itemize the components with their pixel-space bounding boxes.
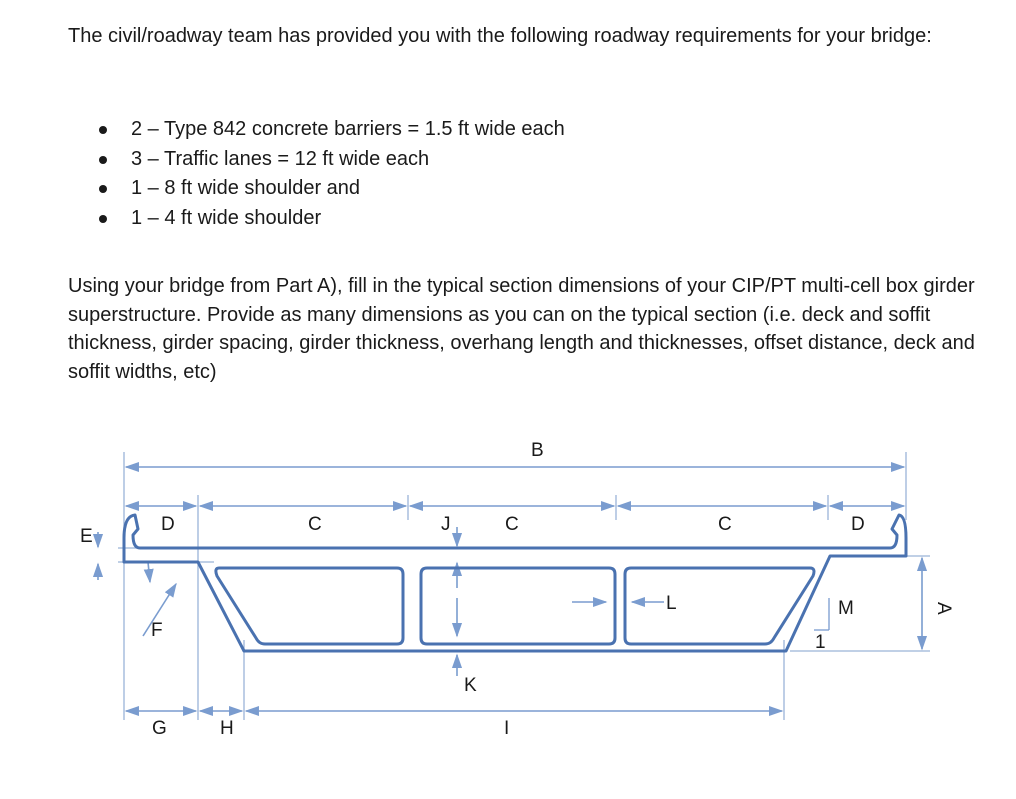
label-K: K [464,675,477,696]
label-slope-one: 1 [815,632,826,653]
slope-triangle [814,598,829,630]
label-M: M [838,598,854,619]
label-I: I [504,718,510,739]
label-E: E [80,526,93,547]
label-G: G [152,718,167,739]
instructions-text: Using your bridge from Part A), fill in the typical section dimensions of your CIP/PT multi-cell box girder superstructure. Provide as many dimensions as you can on the typical section (i.e. deck and soffit thickness, girder spacing, girder thickness, overhang length and thicknesses, offset distance, deck and soffit widths, etc) [68,275,975,383]
list-item: 1 – 4 ft wide shoulder [96,204,565,234]
label-L: L [666,593,677,614]
label-C: C [505,514,519,535]
list-item: 2 – Type 842 concrete barriers = 1.5 ft wide each [96,115,565,145]
box-girder-section-figure [0,430,1016,799]
requirements-list [96,115,565,233]
typical-section-diagram [0,430,1016,794]
label-H: H [220,718,234,739]
label-D: D [851,514,865,535]
label-B: B [531,440,544,461]
dimension-lines [98,467,922,711]
box-girder-section [124,515,906,651]
label-D: D [161,514,175,535]
label-C: C [718,514,732,535]
label-F: F [151,620,163,641]
list-item: 3 – Traffic lanes = 12 ft wide each [96,145,565,175]
label-A: A [933,602,954,615]
list-item: 1 – 8 ft wide shoulder and [96,174,565,204]
intro-text: The civil/roadway team has provided you with the following roadway requirements for your bridge: [68,25,932,47]
label-C: C [308,514,322,535]
label-J: J [441,514,451,535]
